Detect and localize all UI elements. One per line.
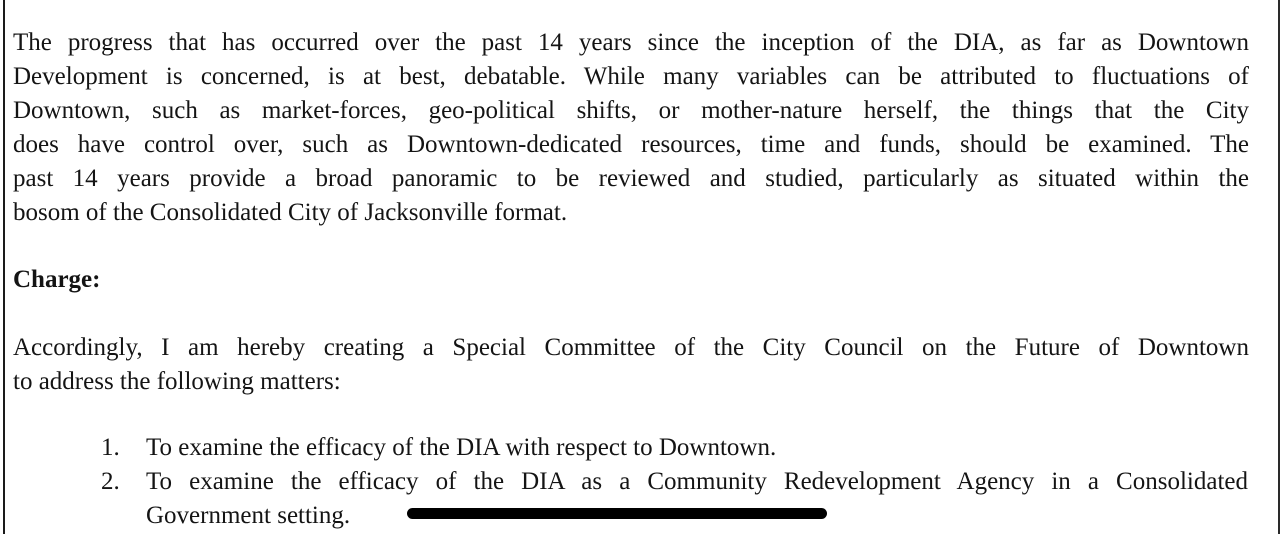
intro-line: Downtown, such as market-forces, geo-political shifts, or mother-nature herself, the things that the City [13, 97, 1249, 124]
charge-line: to address the following matters: [13, 368, 341, 395]
intro-line: bosom of the Consolidated City of Jacksonville format. [13, 199, 568, 226]
list-item-text: Government setting. [146, 502, 351, 529]
list-item [0, 431, 1248, 465]
list-item-number: 1. [101, 434, 120, 461]
list-item [0, 465, 1248, 533]
charge-paragraph [13, 331, 1249, 399]
intro-line: past 14 years provide a broad panoramic to be reviewed and studied, particularly as situated within the [13, 165, 1249, 192]
list-item-text: To examine the efficacy of the DIA as a Community Redevelopment Agency in a Consolidated [146, 468, 1248, 495]
redaction-bar [407, 508, 827, 519]
charge-heading: Charge: [13, 266, 101, 293]
list-item-number: 2. [101, 468, 120, 495]
charge-line: Accordingly, I am hereby creating a Special Committee of the City Council on the Future of Downtown [13, 334, 1249, 361]
intro-paragraph [13, 26, 1249, 230]
list-item-text: To examine the efficacy of the DIA with respect to Downtown. [146, 434, 777, 461]
intro-line: does have control over, such as Downtown-dedicated resources, time and funds, should be examined. The [13, 131, 1249, 158]
intro-line: Development is concerned, is at best, debatable. While many variables can be attributed to fluctuations of [13, 63, 1249, 90]
intro-line: The progress that has occurred over the past 14 years since the inception of the DIA, as far as Downtown [13, 29, 1249, 56]
